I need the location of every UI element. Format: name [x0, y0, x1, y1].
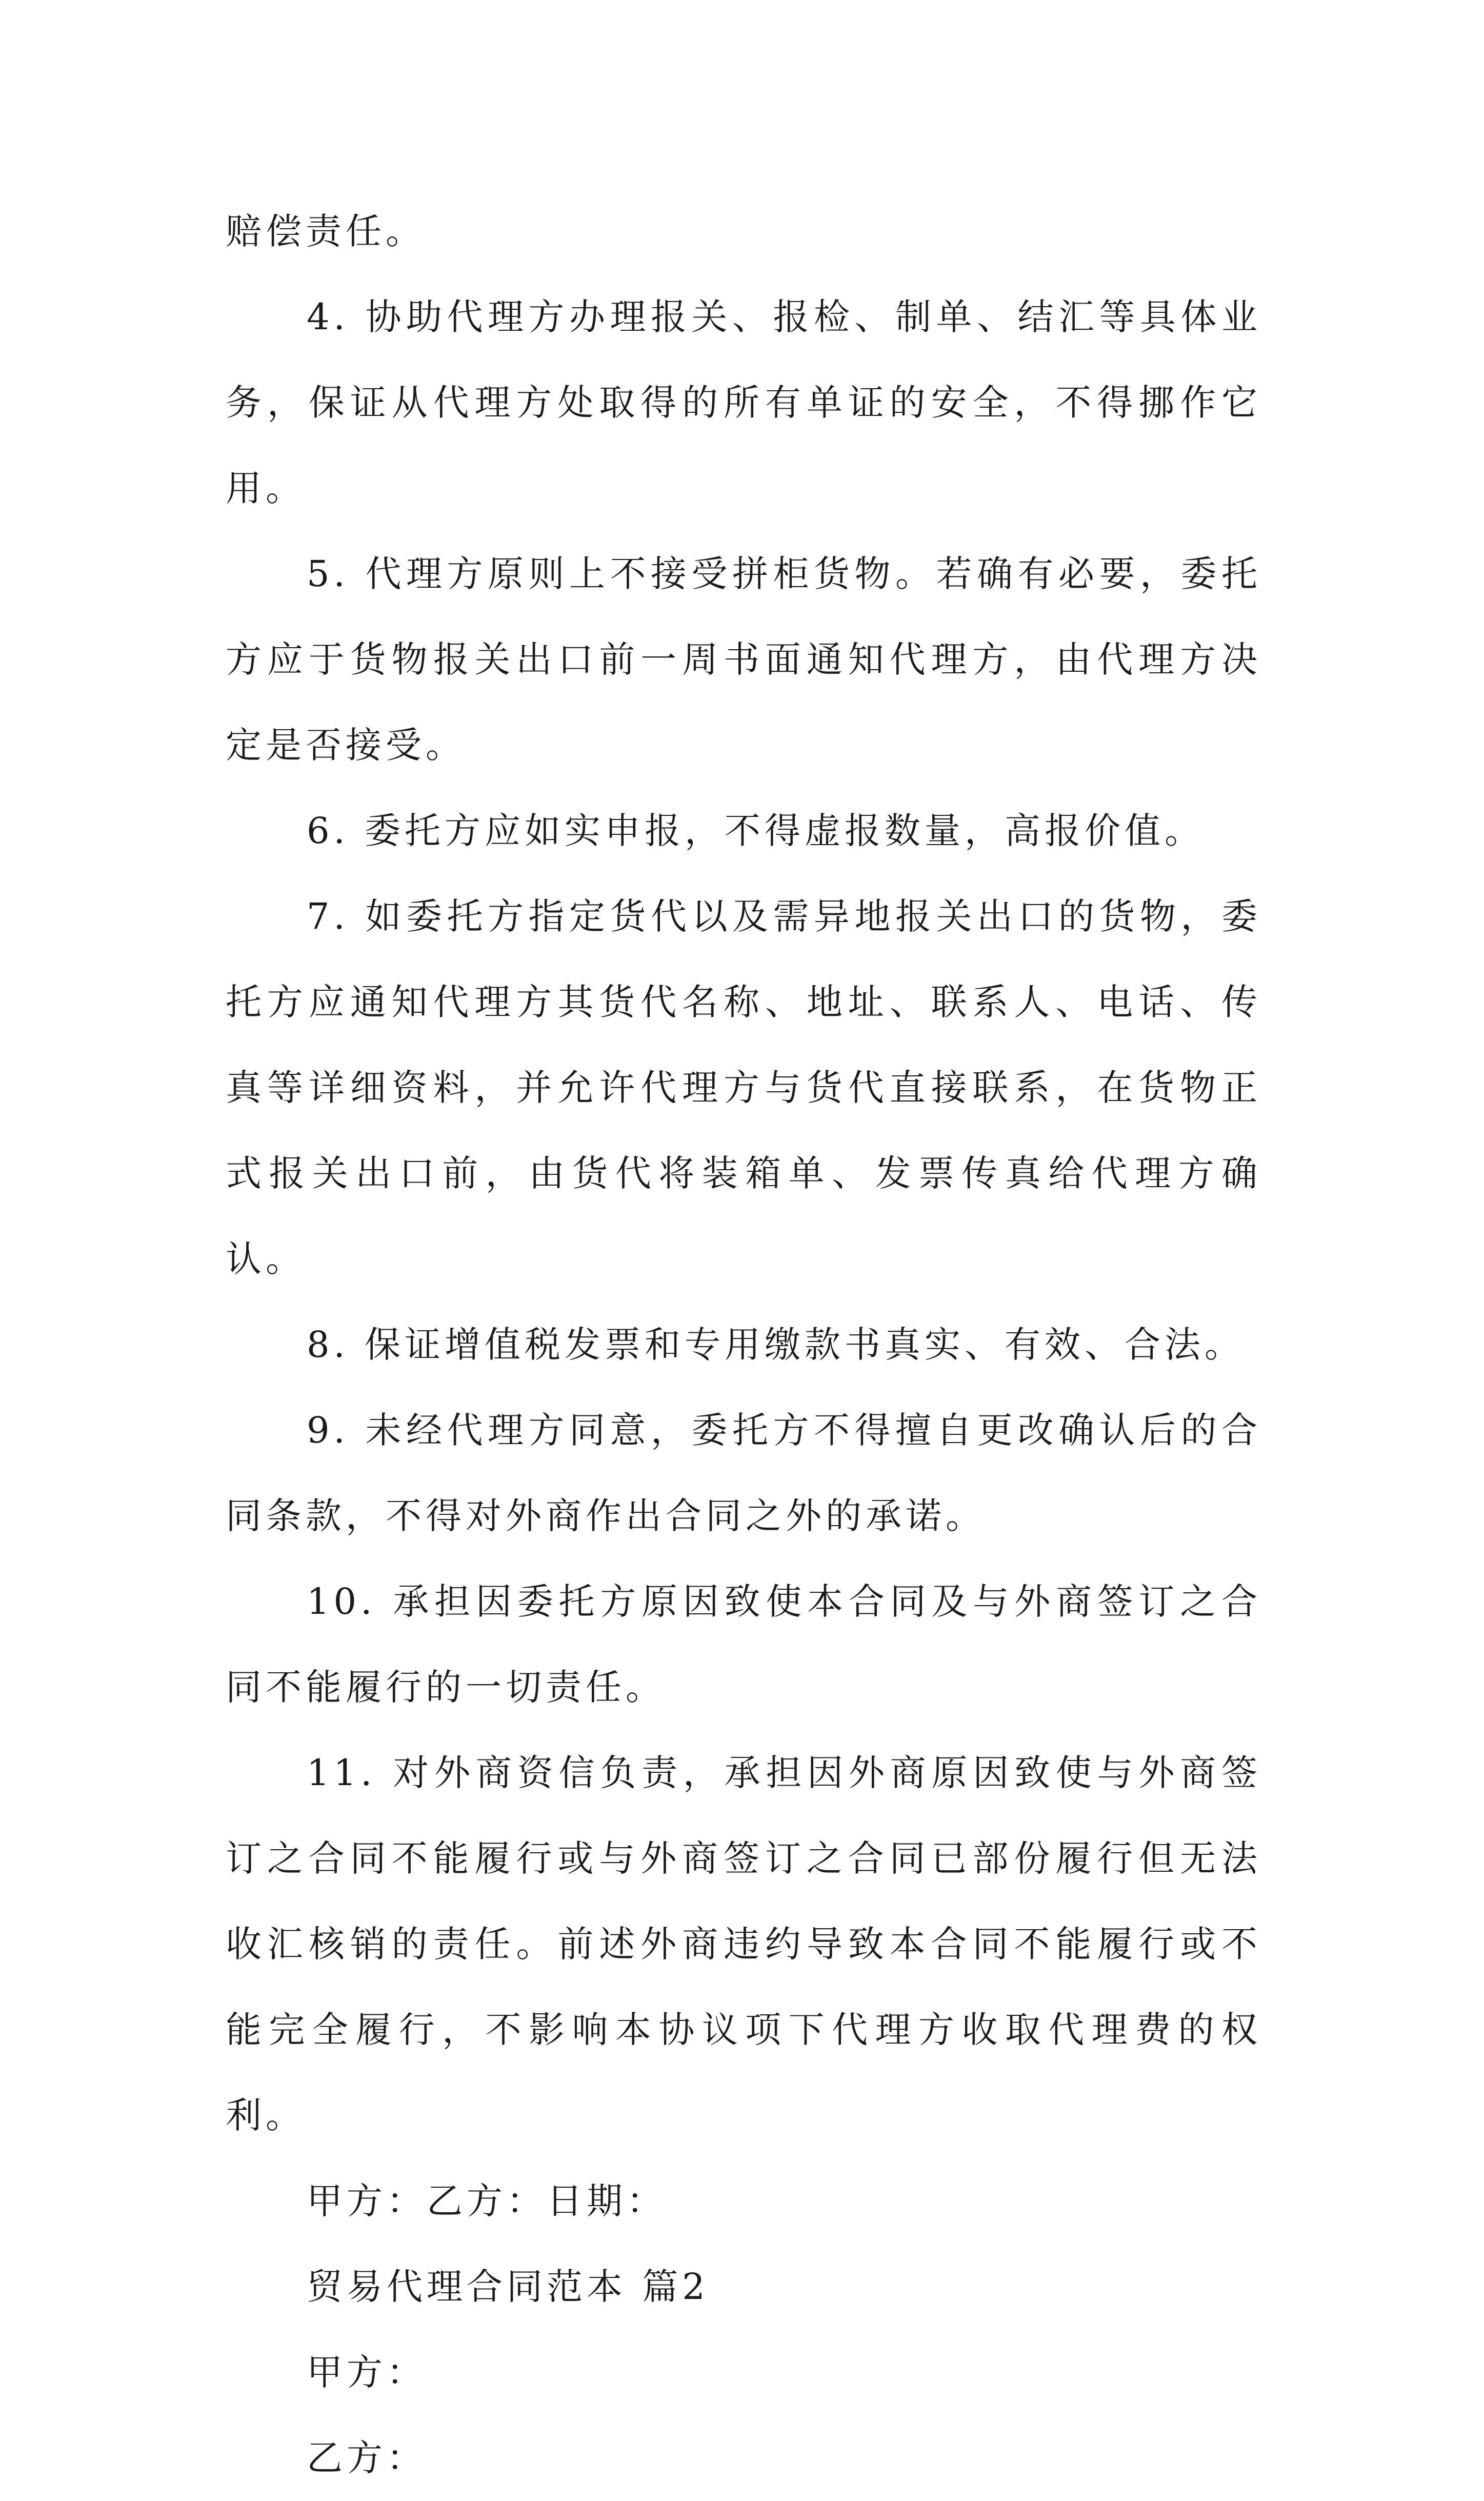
clause-10: 10. 承担因委托方原因致使本合同及与外商签订之合同不能履行的一切责任。 [226, 1580, 1261, 1708]
section-title: 贸易代理合同范本 篇2 [307, 2266, 709, 2308]
clause-11: 11. 对外商资信负责，承担因外商原因致使与外商签订之合同不能履行或与外商签订之合同已部份履行但无法收汇核销的责任。前述外商违约导致本合同不能履行或不能完全履行，不影响本协议项下代理方收取代理费的权利。 [226, 1752, 1261, 2136]
signature-line: 甲方：乙方：日期： [307, 2180, 667, 2222]
clause-9: 9. 未经代理方同意，委托方不得擅自更改确认后的合同条款，不得对外商作出合同之外的承诺。 [226, 1409, 1261, 1537]
clause-7: 7. 如委托方指定货代以及需异地报关出口的货物，委托方应通知代理方其货代名称、地址、联系人、电话、传真等详细资料，并允许代理方与货代直接联系，在货物正式报关出口前，由货代将装箱单、发票传真给代理方确认。 [226, 895, 1261, 1280]
document-body [226, 189, 1261, 2501]
clause-6: 6. 委托方应如实申报，不得虚报数量，高报价值。 [307, 810, 1205, 852]
clause-5: 5. 代理方原则上不接受拼柜货物。若确有必要，委托方应于货物报关出口前一周书面通知代理方，由代理方决定是否接受。 [226, 553, 1261, 766]
paragraph-continuation: 赔偿责任。 [226, 210, 426, 252]
clause-8: 8. 保证增值税发票和专用缴款书真实、有效、合法。 [307, 1324, 1245, 1366]
party-a-label: 甲方： [307, 2351, 427, 2393]
party-b-label: 乙方： [307, 2437, 427, 2479]
clause-4: 4. 协助代理方办理报关、报检、制单、结汇等具体业务，保证从代理方处取得的所有单证的安全，不得挪作它用。 [226, 296, 1261, 509]
